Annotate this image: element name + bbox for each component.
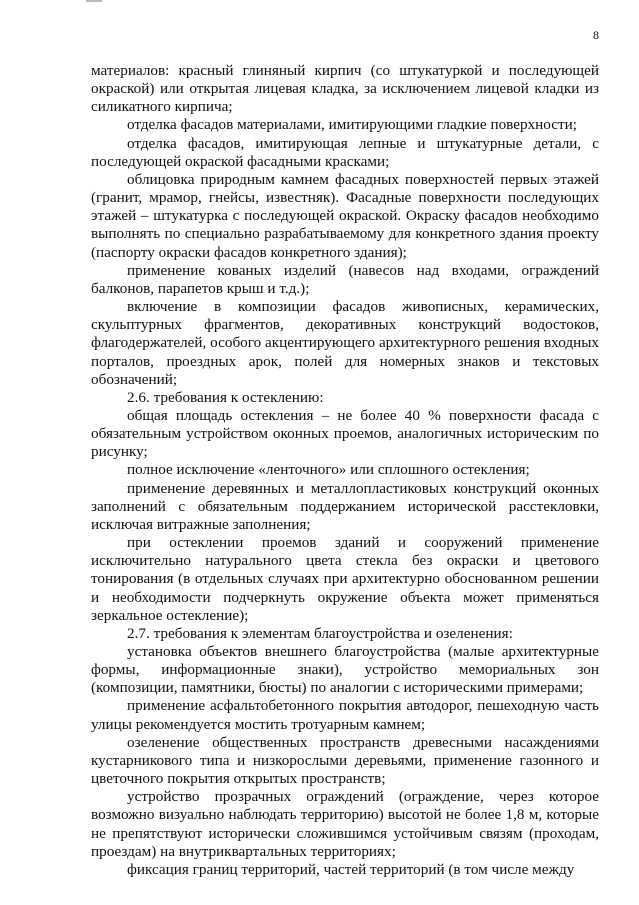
paragraph: облицовка природным камнем фасадных поверхностей первых этажей (гранит, мрамор, гнейсы, известняк). Фасадные поверхности последующих этажей – штукатурка с последующей окраской. Окраску фасадов необходимо выполнять по специально разрабатываемому для конкретного здания проекту (паспорту окраски фасадов конкретного здания); [91,170,599,261]
paragraph: озеленение общественных пространств древесными насаждениями кустарникового типа и низкорослыми деревьями, применение газонного и цветочного покрытия открытых пространств; [91,733,599,788]
section-heading: 2.6. требования к остеклению: [127,388,324,406]
paragraph: материалов: красный глиняный кирпич (со штукатуркой и последующей окраской) или открытая лицевая кладка, за исключением лицевой кладки из силикатного кирпича; [91,62,599,116]
paragraph: отделка фасадов, имитирующая лепные и штукатурные детали, с последующей окраской фасадными красками; [91,134,599,170]
paragraph: применение асфальтобетонного покрытия автодорог, пешеходную часть улицы рекомендуется мостить тротуарным камнем; [91,697,599,733]
paragraph: фиксация границ территорий, частей территорий (в том числе между [127,860,575,878]
paragraph: устройство прозрачных ограждений (ограждение, через которое возможно визуально наблюдать территорию) высотой не более 1,8 м, которые не препятствуют исторически сложившимся устойчивым связям (проходам, проездам) на внутриквартальных территориях; [91,788,599,860]
paragraph: применение кованых изделий (навесов над входами, ограждений балконов, парапетов крыш и т.д.); [91,261,599,297]
page-number: 8 [593,28,599,42]
paragraph: применение деревянных и металлопластиковых конструкций оконных заполнений с обязательным поддержанием исторической расстекловки, исключая витражные заполнения; [91,479,599,533]
document-body [91,62,599,879]
paragraph: общая площадь остекления – не более 40 % поверхности фасада с обязательным устройством оконных проемов, аналогичных историческим по рисунку; [91,406,599,461]
scan-mark [86,0,102,2]
section-heading: 2.7. требования к элементам благоустройства и озеленения: [127,624,513,642]
paragraph: отделка фасадов материалами, имитирующими гладкие поверхности; [127,116,578,134]
paragraph: включение в композиции фасадов живописных, керамических, скульптурных фрагментов, декоративных конструкций водостоков, флагодержателей, особого акцентирующего архитектурного решения входных порталов, проездных арок, полей для номерных знаков и текстовых обозначений; [91,298,599,388]
paragraph: полное исключение «ленточного» или сплошного остекления; [127,461,530,479]
paragraph: при остеклении проемов зданий и сооружений применение исключительно натурального цвета стекла без окраски и цветового тонирования (в отдельных случаях при архитектурно обоснованном решении и необходимости подчеркнуть окружение объекта может применяться зеркальное остекление); [91,534,599,624]
paragraph: установка объектов внешнего благоустройства (малые архитектурные формы, информационные знаки), устройство мемориальных зон (композиции, памятники, бюсты) по аналогии с историческими примерами; [91,643,599,697]
